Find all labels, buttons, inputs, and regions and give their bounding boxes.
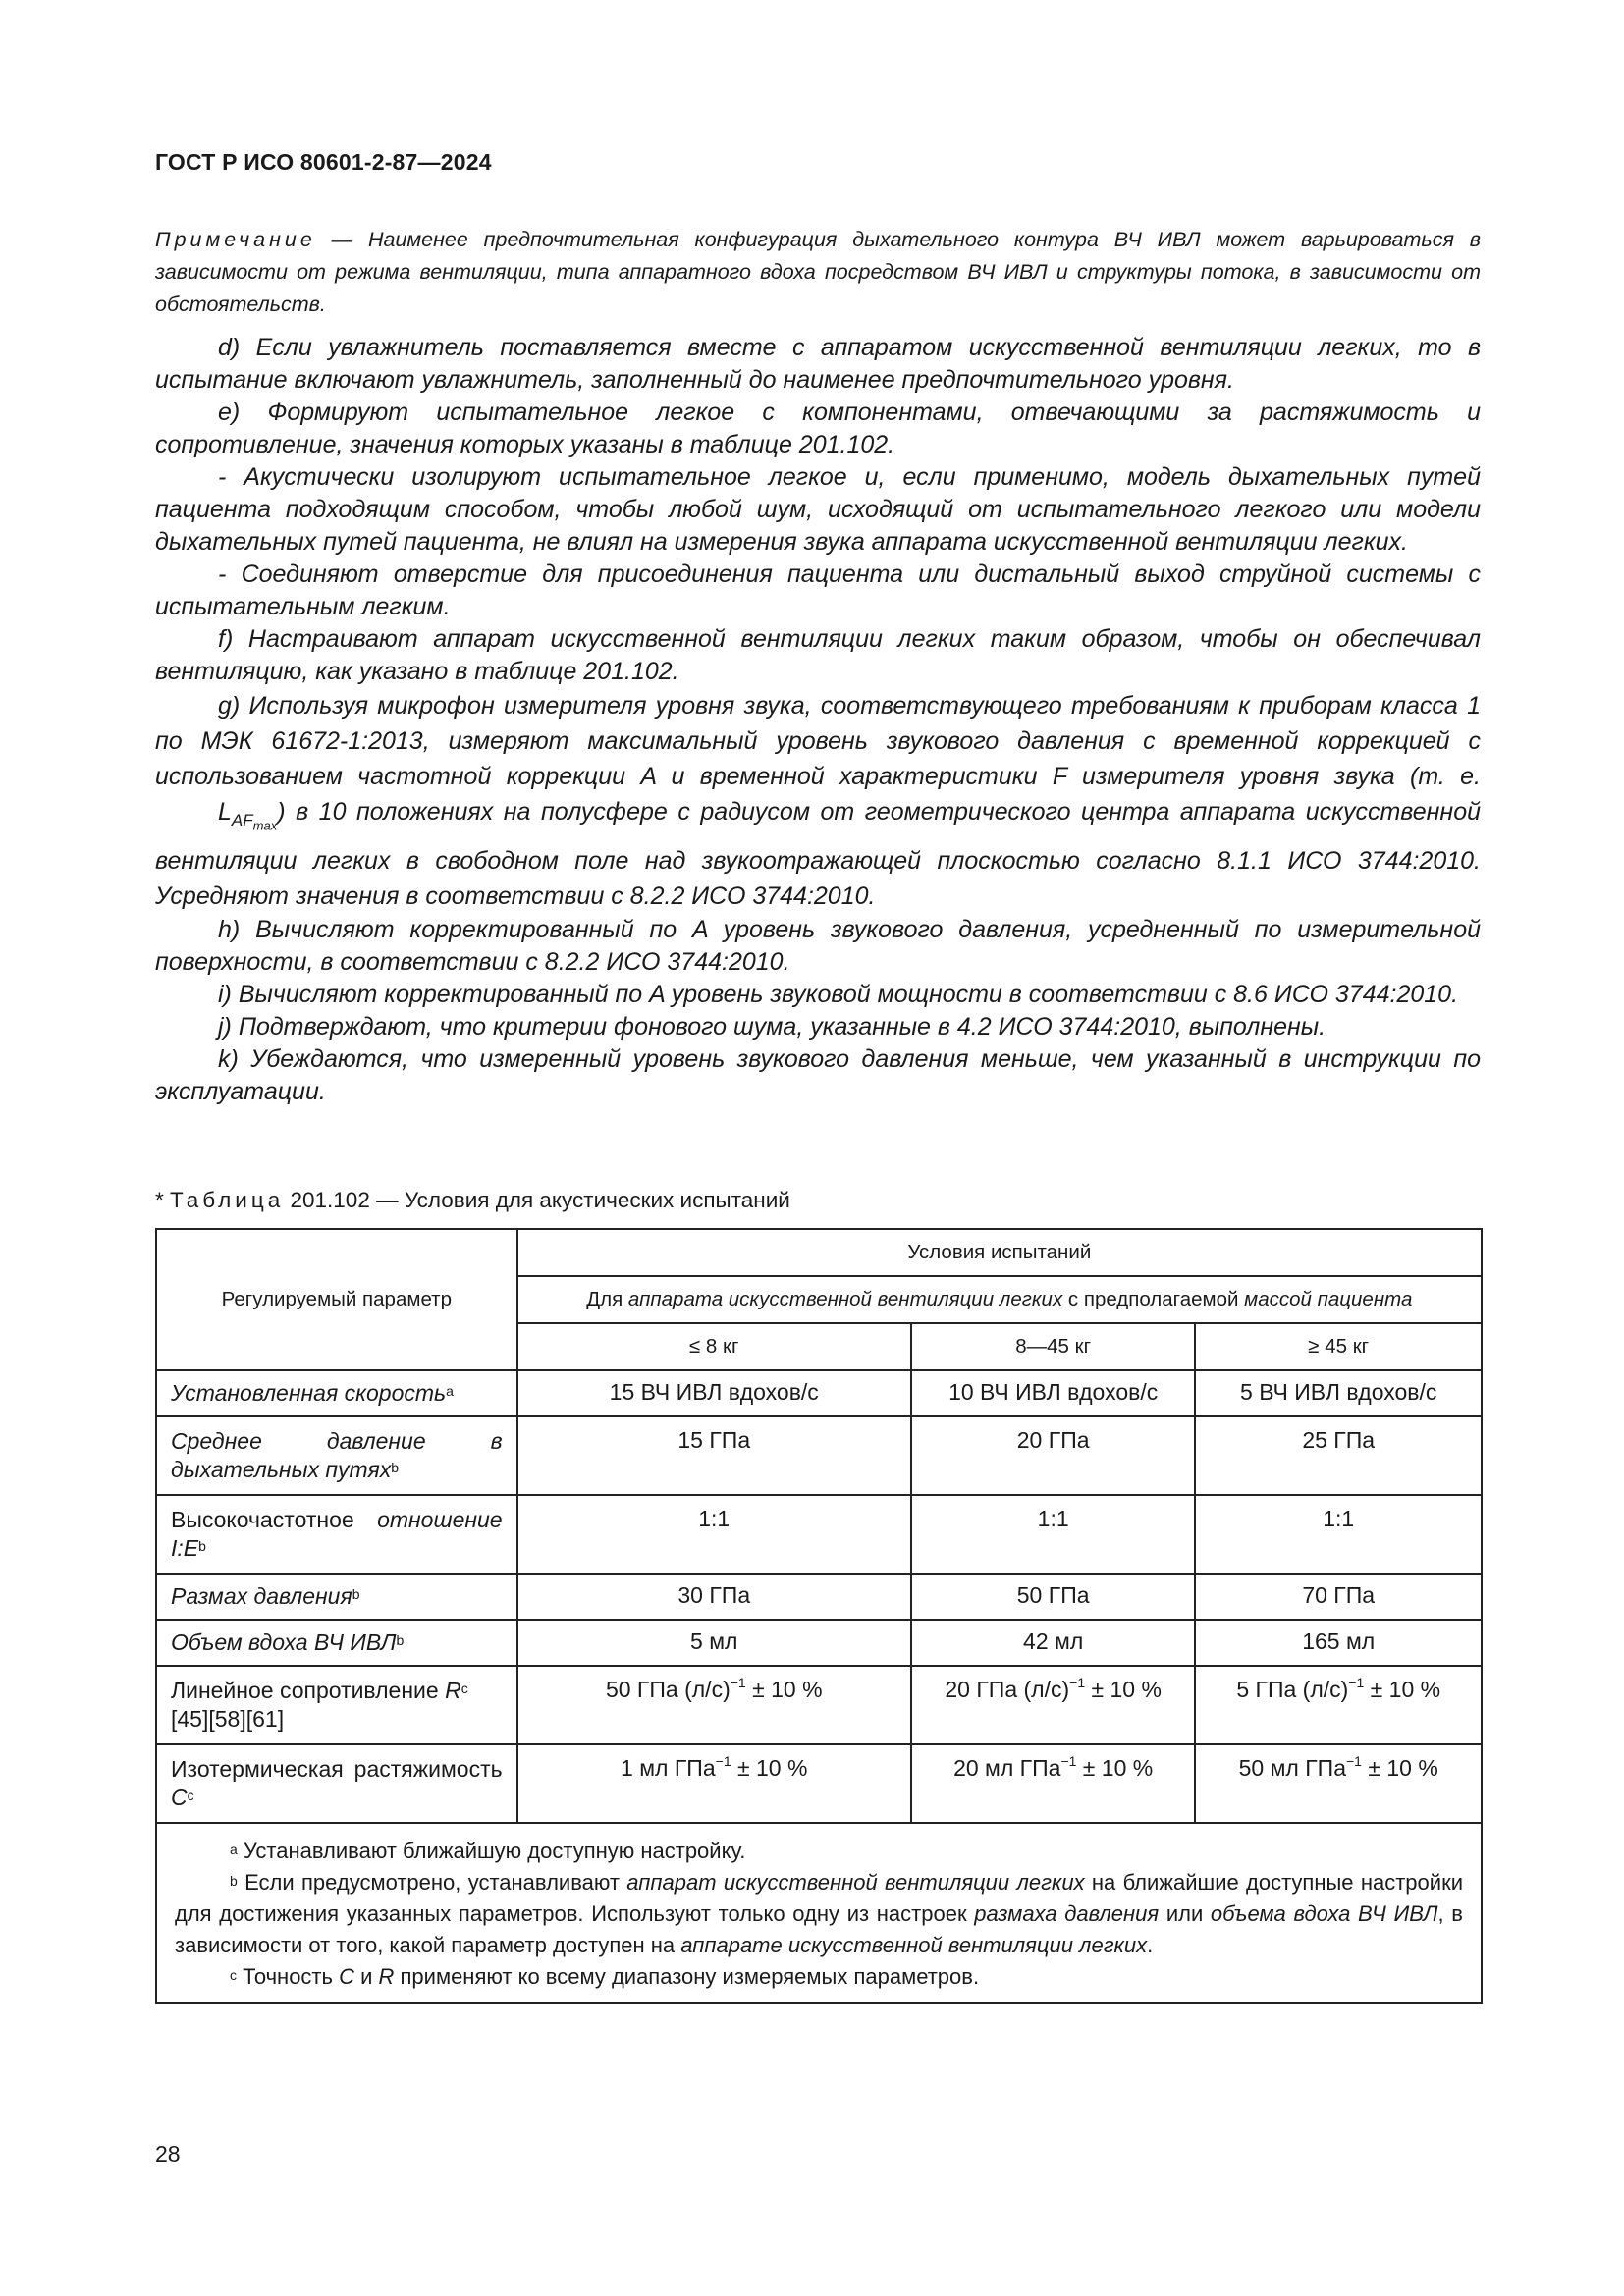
table-row: Среднее давление в дыхательных путях$^b$ 15 ГПа 20 ГПа 25 ГПа [156,1416,1482,1495]
header-conditions: Условия испытаний [517,1229,1482,1276]
note-lead: Примечание [155,228,316,251]
table-row: Размах давления$^b$ 30 ГПа 50 ГПа 70 ГПа [156,1574,1482,1620]
footnote-b: $^b$ Если предусмотрено, устанавливают аппарат искусственной вентиляции легких на ближайшие доступные настройки для достижения указанных параметров. Используют только одну из настроек размаха давления или объема вдоха ВЧ ИВЛ, в зависимости от того, какой параметр доступен на аппарате искусственной вентиляции легких. [175,1870,1463,1957]
document-header: ГОСТ Р ИСО 80601-2-87—2024 [155,149,492,175]
header-mass-3: ≥ 45 кг [1195,1323,1482,1370]
header-param: Регулируемый параметр [156,1229,517,1370]
header-subhead: Для аппарата искусственной вентиляции легких с предполагаемой массой пациента [517,1276,1482,1323]
step-g: g) Используя микрофон измерителя уровня звука, соответствующего требованиям к приборам класса 1 по МЭК 61672-1:2013, измеряют максимальный уровень звукового давления с временной коррекцией с использованием частотной коррекции A и временной характеристики F измерителя уровня звука (т. е. $L_{AF_{max}}$) в 10 положениях на полусфере с радиусом от геометрического центра аппарата искусственной вентиляции легких в свободном поле над звукоотражающей плоскостью согласно 8.1.1 ИСО 3744:2010. Усредняют значения в соответствии с 8.2.2 ИСО 3744:2010. [155,692,1481,911]
table-footnotes [156,1823,1482,2003]
acoustic-conditions-table [155,1228,1483,2004]
table-row: Установленная скорость$^a$ 15 ВЧ ИВЛ вдохов/с 10 ВЧ ИВЛ вдохов/с 5 ВЧ ИВЛ вдохов/с [156,1370,1482,1416]
step-dash-2: - Соединяют отверстие для присоединения пациента или дистальный выход струйной системы с испытательным легким. [155,561,1481,620]
table-row: Линейное сопротивление $R^c$ [45][58][61] 50 ГПа $(л/с)^{-1} \pm 10$ % 20 ГПа $(л/с)^{-1} \pm 10$ % 5 ГПа $(л/с)^{-1} \pm 10$ % [156,1666,1482,1744]
step-f: f) Настраивают аппарат искусственной вентиляции легких таким образом, чтобы он обеспечивал вентиляцию, как указано в таблице 201.102. [155,625,1481,685]
footnote-c: $^c$ Точность C и R применяют ко всему диапазону измеряемых параметров. [230,1964,980,1989]
step-i: i) Вычисляют корректированный по A уровень звуковой мощности в соответствии с 8.6 ИСО 3744:2010. [218,981,1459,1009]
footnote-a: $^a$ Устанавливают ближайшую доступную настройку. [230,1839,746,1863]
step-e: e) Формируют испытательное легкое с компонентами, отвечающими за растяжимость и сопротивление, значения которых указаны в таблице 201.102. [155,399,1481,458]
procedure-steps [155,332,1481,1108]
table-row: Объем вдоха ВЧ ИВЛ$^b$ 5 мл 42 мл 165 мл [156,1620,1482,1666]
step-dash-1: - Акустически изолируют испытательное легкое и, если применимо, модель дыхательных путей пациента подходящим способом, чтобы любой шум, исходящий от испытательного легкого или модели дыхательных путей пациента, не влиял на измерения звука аппарата искусственной вентиляции легких. [155,463,1481,556]
header-mass-2: 8—45 кг [911,1323,1196,1370]
header-mass-1: ≤ 8 кг [517,1323,911,1370]
laf-max-symbol: $L_{AF_{max}}$ [218,798,278,833]
step-h: h) Вычисляют корректированный по A уровень звукового давления, усредненный по измерительной поверхности, в соответствии с 8.2.2 ИСО 3744:2010. [155,916,1481,977]
step-j: j) Подтверждают, что критерии фонового шума, указанные в 4.2 ИСО 3744:2010, выполнены. [218,1013,1326,1041]
step-d: d) Если увлажнитель поставляется вместе с аппаратом искусственной вентиляции легких, то в испытание включают увлажнитель, заполненный до наименее предпочтительного уровня. [155,334,1481,394]
step-k: k) Убеждаются, что измеренный уровень звукового давления меньше, чем указанный в инструкции по эксплуатации. [155,1045,1481,1106]
page-number: 28 [155,2141,181,2166]
table-caption: * Таблица 201.102 — Условия для акустических испытаний [155,1188,790,1212]
note-paragraph [155,224,1481,321]
table-row: Высокочастотное отношение $I:E^b$ 1:1 1:1 1:1 [156,1495,1482,1574]
note-text: — Наименее предпочтительная конфигурация дыхательного контура ВЧ ИВЛ может варьироваться в зависимости от режима вентиляции, типа аппаратного вдоха посредством ВЧ ИВЛ и структуры потока, в зависимости от обстоятельств. [155,228,1481,316]
table-row: Изотермическая растяжимость $C^c$ 1 мл ГПа$^{-1}$ ± 10 % 20 мл ГПа$^{-1}$ ± 10 % 50 мл ГПа$^{-1}$ ± 10 % [156,1744,1482,1823]
